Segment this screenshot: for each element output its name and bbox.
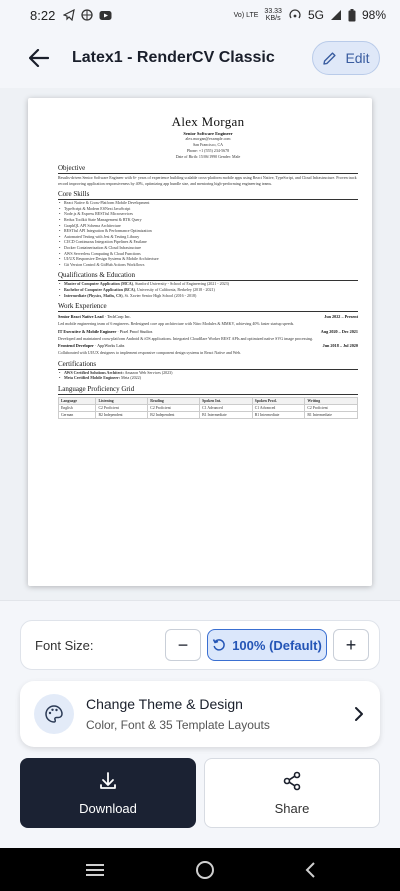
cv-section-skills: Core Skills [58,190,358,200]
cv-skill-item: • RESTful API Integration & Performance Optimization [58,228,358,234]
cv-skill-item: • AWS Serverless Computing & Cloud Functions [58,251,358,257]
recent-apps-icon[interactable] [84,863,106,877]
theme-subtitle: Color, Font & 35 Template Layouts [86,718,270,732]
status-bar [0,0,400,30]
palette-icon-wrapper [34,694,74,734]
page-title: Latex1 - RenderCV Classic [72,49,275,66]
cv-dob: Date of Birth: 15/06/1990 Gender: Male [175,154,241,159]
share-label: Share [274,800,310,816]
cv-job-header: Senior React Native Lead · TechCorp Inc. Jun 2022 – Present [58,314,358,320]
download-button[interactable] [20,758,196,828]
cv-location: San Francisco, CA [192,142,224,147]
theme-title: Change Theme & Design [86,696,243,712]
refresh-icon [212,638,226,652]
edit-button[interactable] [312,41,380,75]
share-icon [282,771,302,791]
cv-skill-item: • Node.js & Express RESTful Microservices [58,211,358,217]
cv-skill-item: • Docker Containerization & Cloud Infrastructure [58,245,358,251]
cv-education-item: • Bachelor of Computer Application (BCA), University of California, Berkeley (2018 - 2021) [58,287,358,293]
cv-section-certifications: Certifications [58,360,358,370]
share-button[interactable] [204,758,380,828]
cv-skill-item: • Redux Toolkit State Management & RTK Query [58,217,358,223]
cv-skill-item: • Automated Testing with Jest & Testing Library [58,234,358,240]
cv-section-languages: Language Proficiency Grid [58,385,358,395]
back-button[interactable] [24,43,54,73]
increase-font-button[interactable]: + [333,629,369,661]
network-speed: 33.33 KB/s [264,8,282,22]
table-row: English C2 Proficient C2 Proficient C1 Advanced C1 Advanced C2 Proficient [59,405,358,412]
table-row: German B2 Independent B2 Independent B1 Intermediate B1 Intermediate B1 Intermediate [59,412,358,419]
resume-preview-area[interactable] [0,88,400,600]
battery-level: 98% [361,8,386,22]
cv-skill-item: • UI/UX Responsive Design Systems & Mobile Architecture [58,256,358,262]
arrow-left-icon [29,49,49,67]
cv-skill-item: • TypeScript & Modern ESNext JavaScript [58,206,358,212]
status-time: 8:22 [30,7,56,23]
divider [0,600,400,601]
pencil-icon [322,51,337,66]
cv-job-header: IT Executive & Mobile Engineer · Pixel Proof Studios Aug 2020 – Dec 2021 [58,328,358,334]
cv-section-experience: Work Experience [58,302,358,312]
cv-cert-item: • AWS Certified Solutions Architect: Amazon Web Services (2023) [58,370,358,376]
cv-job-desc: Led mobile engineering team of 6 engineers. Redesigned core app architecture with Nitro Modules & MMKV, achieving 40% faster startup speeds. [58,321,295,327]
cv-email: alex.morgan@example.com [185,136,231,141]
download-label: Download [79,800,137,816]
system-nav-bar [0,848,400,891]
reset-font-label: 100% (Default) [232,637,322,653]
telegram-icon [63,9,75,21]
app-bar [0,30,400,86]
table-header-row: Language Listening Reading Spoken Int. Spoken Prod. Writing [59,398,358,405]
cv-cert-item: • Meta Certified Mobile Engineer: Meta (2022) [58,375,358,381]
cv-language-table [58,397,358,419]
vpn-icon [81,9,93,21]
cv-skills-list [58,200,358,267]
cv-phone: Phone: +1 (555) 234-5678 [186,148,230,153]
palette-icon [44,704,64,724]
chevron-right-icon [354,706,364,722]
font-size-card [20,620,380,670]
cv-job-desc: Collaborated with UI/UX designers to implement responsive component design systems in React Native and Web. [58,350,242,356]
hotspot-icon [288,9,302,21]
cv-education-item: • Master of Computer Application (MCA), Stanford University - School of Engineering (2021 - 2023) [58,281,358,287]
status-notification-icons [63,9,112,21]
cv-section-qualifications: Qualifications & Education [58,271,358,281]
cv-skill-item: • Git Version Control & GitHub Actions Workflows [58,262,358,268]
cv-objective-text: Results-driven Senior Software Engineer with 6+ years of experience building scalable cross-platform mobile apps using React Native, TypeScript, and Cloud Infrastructure. Proven track record improving application responsiveness by 40%, optimizing app bundle size, and mentoring high-performing engineering teams. [58,175,357,186]
edit-label: Edit [345,50,370,66]
network-type: 5G [307,8,324,22]
home-icon[interactable] [195,860,215,880]
font-size-controls [165,629,369,661]
back-nav-icon[interactable] [304,861,316,879]
font-size-label: Font Size: [35,637,94,653]
status-right [234,8,386,22]
volte-indicator: Vo) LTE [233,11,259,19]
decrease-font-button[interactable]: − [165,629,201,661]
cv-section-objective: Objective [58,164,358,174]
cv-skill-item: • GraphQL API Schema Architecture [58,223,358,229]
reset-font-button[interactable] [207,629,327,661]
cv-job-header: Frontend Developer · AppWorks Labs Jun 2018 – Jul 2020 [58,343,358,349]
cv-name: Alex Morgan [171,114,245,129]
resume-page [28,98,372,586]
cv-education-item: • Intermediate (Physics, Maths, CS), St. Xavier Senior High School (2016 - 2018) [58,293,358,299]
battery-icon [348,9,356,22]
youtube-icon [99,10,112,21]
signal-icon [330,9,342,21]
cv-job-desc: Developed and maintained cross-platform Android & iOS applications. Integrated Cloudflare Worker REST APIs and optimized native SVG image processing. [58,335,314,341]
download-icon [98,771,118,791]
cv-skill-item: • React Native & Cross-Platform Mobile Development [58,200,358,206]
change-theme-card[interactable] [20,681,380,747]
theme-text [86,696,270,732]
cv-role: Senior Software Engineer [183,131,233,136]
cv-skill-item: • CI/CD Continuous Integration Pipelines & Fastlane [58,239,358,245]
